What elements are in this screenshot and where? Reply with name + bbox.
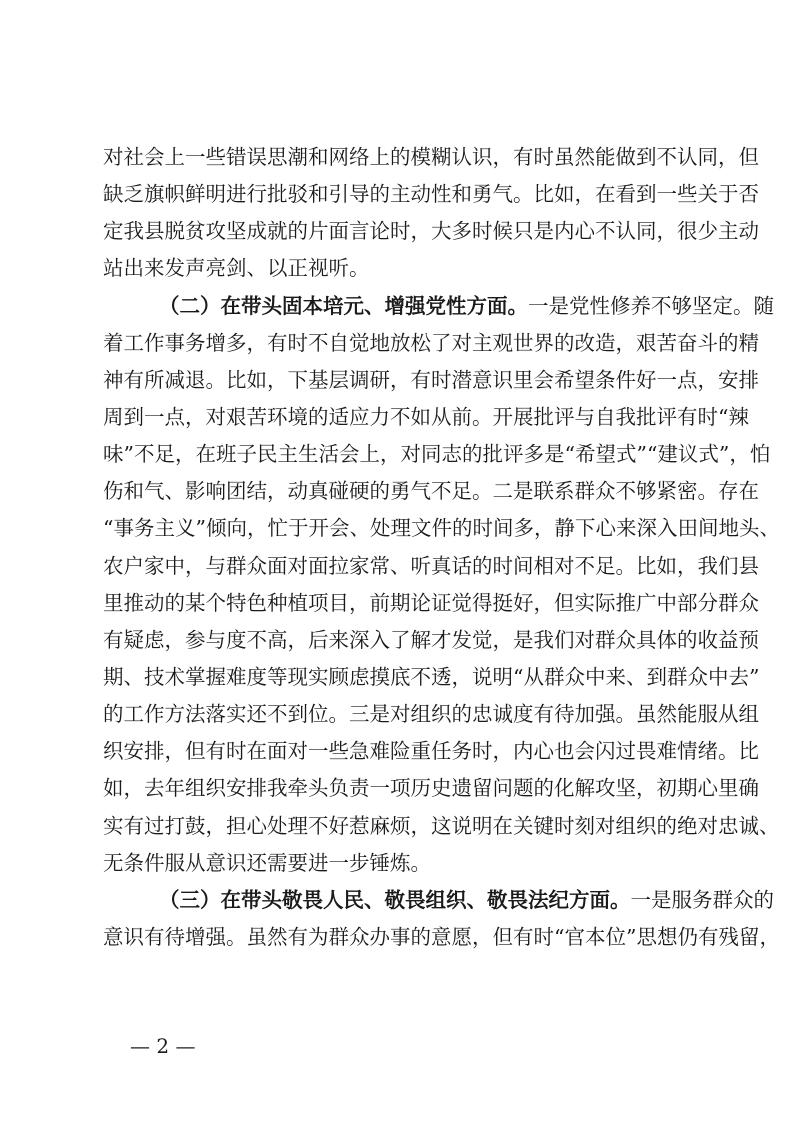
text-line (103, 808, 780, 845)
text-line (103, 399, 749, 436)
line-text: 意识有待增强。虽然有为群众办事的意愿，但有时“官本位”思想仍有残留， (103, 924, 780, 949)
line-text: 有疑虑，参与度不高，后来深入了解才发觉，是我们对群众具体的收益预 (103, 627, 759, 652)
text-line (103, 362, 759, 399)
text-line (103, 436, 771, 473)
line-text: 一是党性修养不够坚定。随 (528, 293, 774, 318)
text-line (103, 770, 759, 807)
text-line (103, 585, 759, 622)
line-text: 农户家中，与群众面对面拉家常、听真话的时间相对不足。比如，我们县 (103, 553, 759, 578)
text-line (103, 659, 760, 696)
line-text: 期、技术掌握难度等现实顾虑摸底不透，说明“从群众中来、到群众中去” (103, 664, 760, 689)
text-line (103, 696, 759, 733)
line-text: 如，去年组织安排我牵头负责一项历史遗留问题的化解攻坚，初期心里确 (103, 776, 759, 801)
line-text: 伤和气、影响团结，动真碰硬的勇气不足。二是联系群众不够紧密。存在 (103, 479, 759, 504)
document-body (103, 139, 780, 956)
text-line (103, 510, 780, 547)
line-text: “事务主义”倾向，忙于开会、处理文件的时间多，静下心来深入田间地头、 (103, 516, 780, 541)
text-line (103, 288, 774, 325)
section-heading: （二）在带头固本培元、增强党性方面。 (159, 293, 528, 318)
text-line (103, 622, 759, 659)
line-text: 的工作方法落实还不到位。三是对组织的忠诚度有待加强。虽然能服从组 (103, 702, 759, 727)
paragraph (103, 882, 780, 956)
text-line (103, 176, 759, 213)
line-text: 周到一点，对艰苦环境的适应力不如从前。开展批评与自我批评有时“辣 (103, 404, 749, 429)
page-number: — 2 — (130, 1034, 196, 1058)
paragraph (103, 139, 759, 288)
text-line (103, 845, 691, 882)
line-text: 着工作事务增多，有时不自觉地放松了对主观世界的改造，艰苦奋斗的精 (103, 330, 759, 355)
section-heading: （三）在带头敬畏人民、敬畏组织、敬畏法纪方面。 (159, 887, 631, 912)
line-text: 定我县脱贫攻坚成就的片面言论时，大多时候只是内心不认同，很少主动 (103, 219, 759, 244)
text-line (103, 139, 759, 176)
paragraph (103, 288, 780, 882)
text-line (103, 919, 780, 956)
line-text: 织安排，但有时在面对一些急难险重任务时，内心也会闪过畏难情绪。比 (103, 739, 759, 764)
line-text: 站出来发声亮剑、以正视听。 (103, 256, 370, 281)
line-text: 实有过打鼓，担心处理不好惹麻烦，这说明在关键时刻对组织的绝对忠诚、 (103, 813, 780, 838)
text-line (103, 325, 759, 362)
text-line (103, 213, 759, 250)
text-line (103, 548, 759, 585)
line-text: 味”不足，在班子民主生活会上，对同志的批评多是“希望式”“建议式”，怕 (103, 442, 771, 467)
text-line (103, 473, 759, 510)
line-text: 缺乏旗帜鲜明进行批驳和引导的主动性和勇气。比如，在看到一些关于否 (103, 182, 759, 207)
line-text: 里推动的某个特色种植项目，前期论证觉得挺好，但实际推广中部分群众 (103, 590, 759, 615)
line-text: 无条件服从意识还需要进一步锤炼。 (103, 850, 431, 875)
text-line (103, 733, 759, 770)
line-text: 对社会上一些错误思潮和网络上的模糊认识，有时虽然能做到不认同，但 (103, 145, 759, 169)
text-line (103, 250, 691, 287)
text-line (103, 882, 774, 919)
line-text: 一是服务群众的 (630, 887, 774, 912)
line-text: 神有所减退。比如，下基层调研，有时潜意识里会希望条件好一点，安排 (103, 367, 759, 392)
